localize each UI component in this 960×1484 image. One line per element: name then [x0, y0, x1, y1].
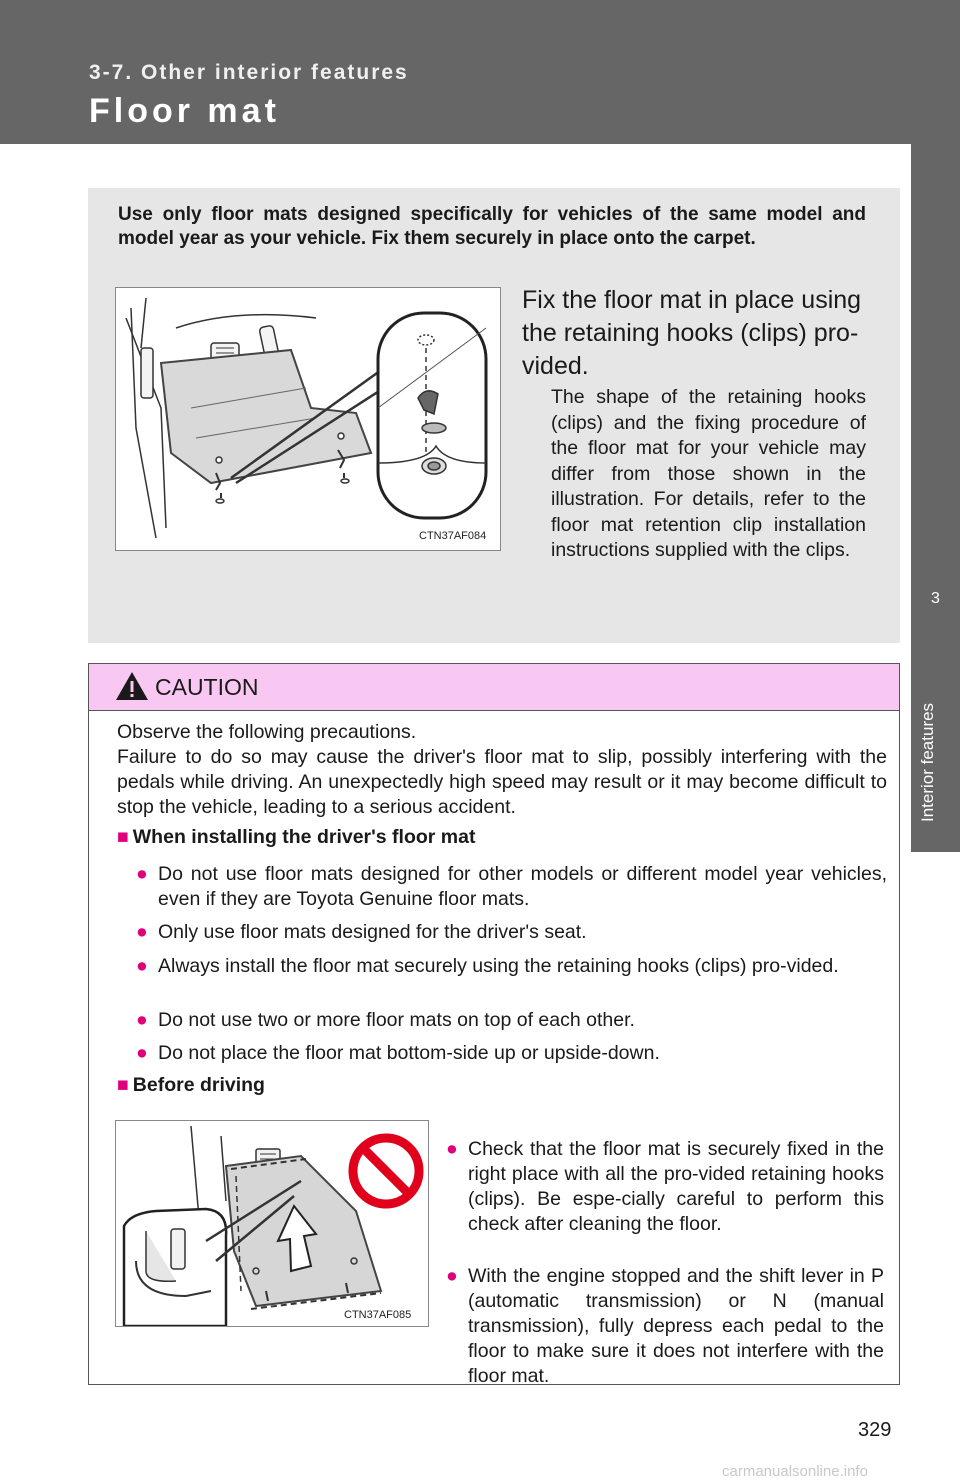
- figure-code: CTN37AF084: [419, 530, 487, 542]
- section-before-driving: ■ Before driving: [117, 1074, 265, 1096]
- list-item: ● With the engine stopped and the shift lever in P (automatic transmission) or N (manual transmission), fully depress each pedal to the floor to make sure it does not interfere with the floor mat.: [446, 1265, 884, 1387]
- caution-intro-2: Failure to do so may cause the driver's floor mat to slip, possibly interfering with the pedals while driving. An unexpectedly high speed may result or it may become difficult to stop the vehicle, leading to a serious accident.: [117, 746, 887, 818]
- square-bullet-icon: ■: [117, 826, 129, 848]
- caution-title: CAUTION: [155, 674, 259, 700]
- section-label: 3-7. Other interior features: [89, 61, 409, 84]
- round-bullet-icon: ●: [446, 1138, 458, 1160]
- square-bullet-icon: ■: [117, 1074, 129, 1096]
- round-bullet-icon: ●: [446, 1265, 458, 1287]
- prohibition-icon: [353, 1138, 419, 1204]
- list-item: ● Only use floor mats designed for the driver's seat.: [136, 921, 587, 943]
- chapter-number: 3: [931, 590, 940, 607]
- clip-shape-note: The shape of the retaining hooks (clips) and the fixing procedure of the floor mat for your vehicle may differ from those shown in the illustration. For details, refer to the floor mat retention clip installation instructions supplied with the clips.: [551, 386, 866, 561]
- caution-intro-1: Observe the following precautions.: [117, 721, 417, 743]
- page-number: 329: [858, 1419, 892, 1441]
- round-bullet-icon: ●: [136, 921, 148, 943]
- figure-code: CTN37AF085: [344, 1309, 412, 1321]
- mat-slip-drawing: [116, 1121, 428, 1326]
- list-item: ● Do not use two or more floor mats on top of each other.: [136, 1009, 635, 1031]
- intro-bold-text: Use only floor mats designed specifically for vehicles of the same model and model year as your vehicle. Fix them securely in place onto the carpet.: [118, 204, 866, 249]
- page-title: Floor mat: [89, 92, 280, 130]
- round-bullet-icon: ●: [136, 1009, 148, 1031]
- prohibition-illustration: [115, 1120, 429, 1327]
- section-installing: ■ When installing the driver's floor mat: [117, 826, 476, 848]
- list-item: ● Do not use floor mats designed for other models or different model year vehicles, even if they are Toyota Genuine floor mats.: [136, 863, 887, 910]
- floor-mat-drawing: [116, 288, 500, 550]
- chapter-label: Interior features: [918, 702, 937, 822]
- fix-instruction: Fix the floor mat in place using the retaining hooks (clips) pro-vided.: [522, 286, 862, 380]
- round-bullet-icon: ●: [136, 1042, 148, 1064]
- list-item: ● Do not place the floor mat bottom-side up or upside-down.: [136, 1042, 660, 1064]
- round-bullet-icon: ●: [136, 955, 148, 977]
- floor-mat-illustration: [115, 287, 501, 551]
- list-item: ● Always install the floor mat securely using the retaining hooks (clips) pro-vided.: [136, 955, 839, 977]
- warning-triangle-icon: [115, 671, 149, 701]
- list-item: ● Check that the floor mat is securely fixed in the right place with all the pro-vided retaining hooks (clips). Be espe-cially careful to perform this check after cleaning the floor.: [446, 1138, 884, 1235]
- watermark: carmanualsonline.info: [722, 1463, 868, 1480]
- round-bullet-icon: ●: [136, 863, 148, 885]
